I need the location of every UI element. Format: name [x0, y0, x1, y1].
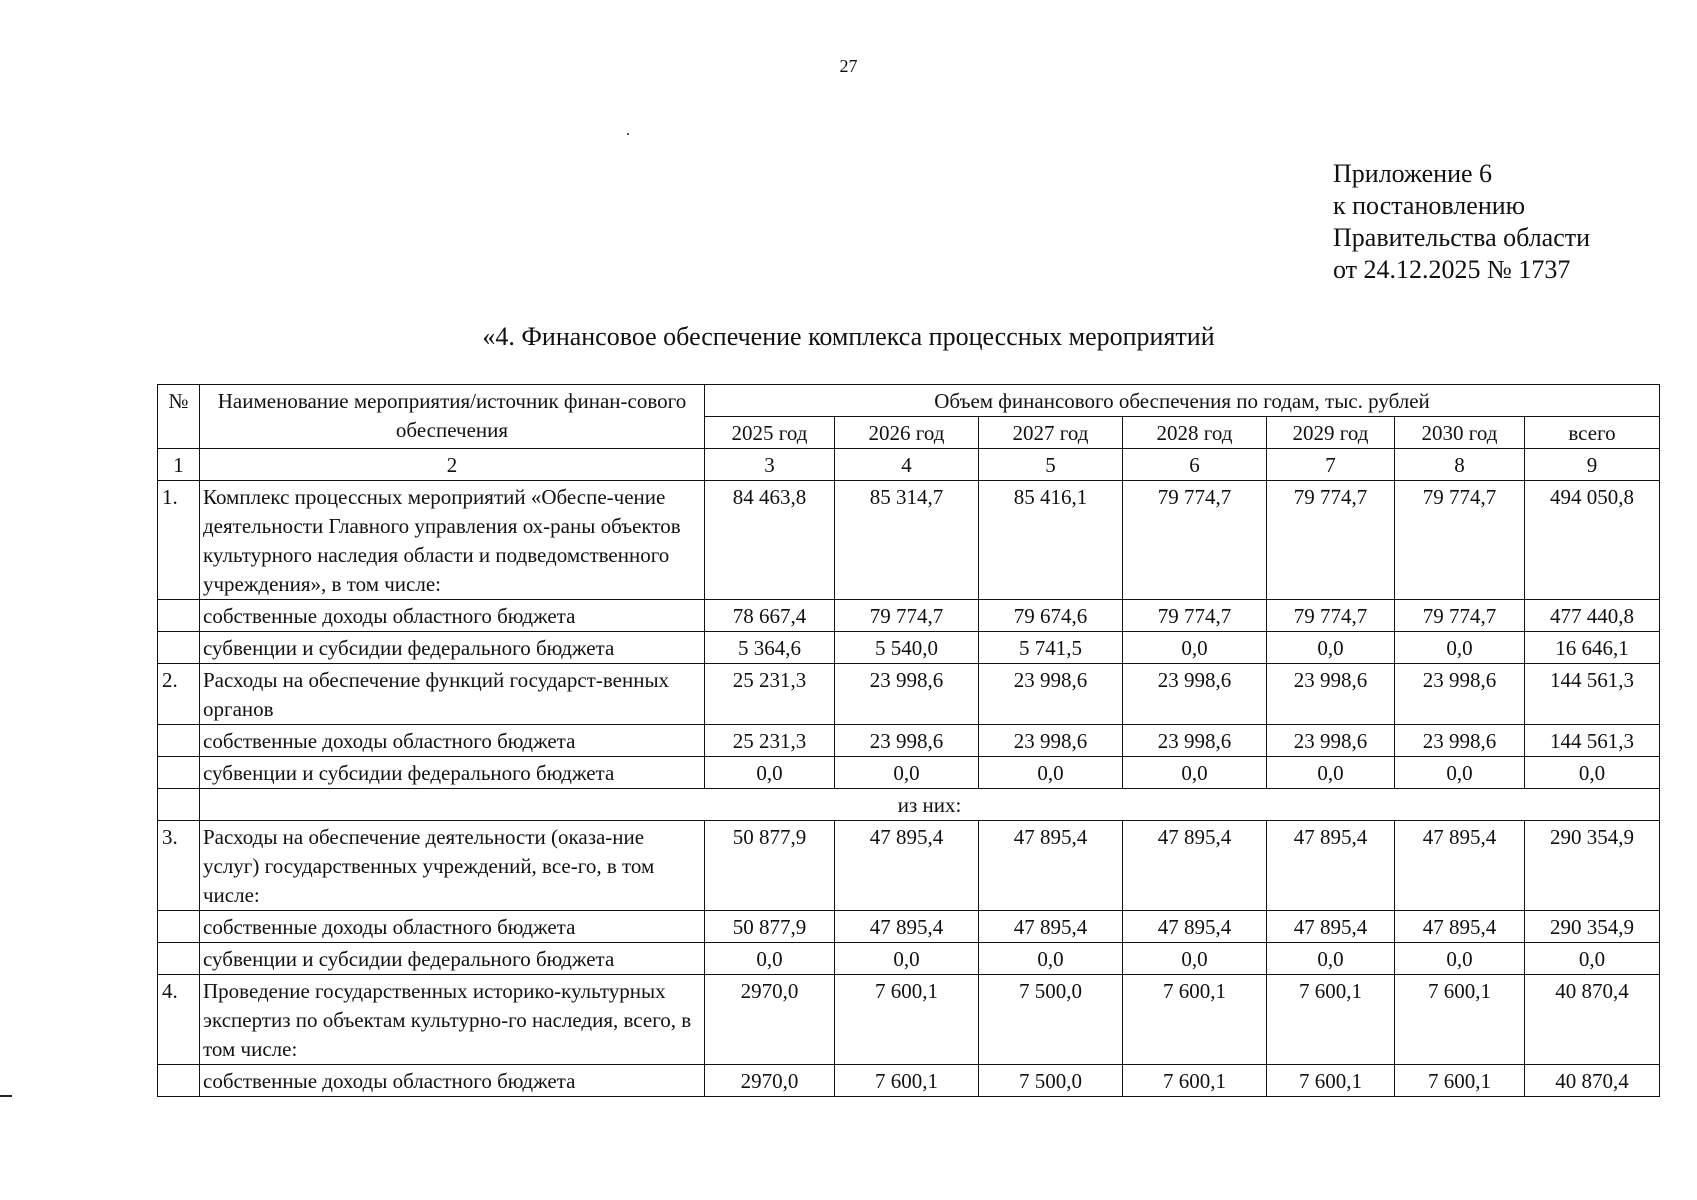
row-year-value: 0,0: [1267, 632, 1395, 664]
column-numbers-row: [158, 449, 1660, 481]
column-number: 9: [1525, 449, 1660, 481]
row-year-value: 23 998,6: [979, 664, 1123, 725]
header-year: 2028 год: [1123, 417, 1267, 449]
row-year-value: 7 500,0: [979, 1065, 1123, 1097]
row-year-value: 85 416,1: [979, 481, 1123, 600]
margin-mark: [0, 1095, 12, 1097]
row-year-value: 23 998,6: [979, 725, 1123, 757]
table-row: [158, 821, 1660, 911]
row-year-value: 23 998,6: [835, 725, 979, 757]
row-name: собственные доходы областного бюджета: [200, 600, 705, 632]
row-year-value: 0,0: [835, 943, 979, 975]
row-name: Комплекс процессных мероприятий «Обеспе-чение деятельности Главного управления ох-раны объектов культурного наследия области и подведомственного учреждения», в том числе:: [200, 481, 705, 600]
row-year-value: 47 895,4: [979, 821, 1123, 911]
row-year-value: 23 998,6: [1267, 725, 1395, 757]
column-number: 7: [1267, 449, 1395, 481]
row-year-value: 2970,0: [705, 1065, 835, 1097]
table-row: [158, 911, 1660, 943]
header-name: Наименование мероприятия/источник финан-сового обеспечения: [200, 385, 705, 449]
row-year-value: 47 895,4: [1123, 911, 1267, 943]
row-year-value: 5 540,0: [835, 632, 979, 664]
row-year-value: 7 600,1: [1395, 975, 1525, 1065]
table-row: [158, 632, 1660, 664]
row-name: субвенции и субсидии федерального бюджета: [200, 757, 705, 789]
row-year-value: 0,0: [1123, 632, 1267, 664]
row-total-value: 494 050,8: [1525, 481, 1660, 600]
row-total-value: 40 870,4: [1525, 1065, 1660, 1097]
appendix-line: Правительства области: [1333, 223, 1591, 252]
column-number: 8: [1395, 449, 1525, 481]
row-number: 3.: [158, 821, 200, 911]
row-name: субвенции и субсидии федерального бюджета: [200, 943, 705, 975]
table-row: [158, 1065, 1660, 1097]
row-year-value: 47 895,4: [1267, 821, 1395, 911]
row-year-value: 50 877,9: [705, 911, 835, 943]
row-total-value: 290 354,9: [1525, 911, 1660, 943]
appendix-line: от 24.12.2025 № 1737: [1333, 255, 1571, 284]
row-year-value: 47 895,4: [1395, 911, 1525, 943]
column-number: 2: [200, 449, 705, 481]
table-row: [158, 757, 1660, 789]
page-number: 27: [839, 56, 858, 76]
header-year: 2029 год: [1267, 417, 1395, 449]
column-number: 6: [1123, 449, 1267, 481]
table-body-main: [158, 481, 1660, 789]
row-year-value: 7 600,1: [1267, 975, 1395, 1065]
row-year-value: 47 895,4: [979, 911, 1123, 943]
row-name: Расходы на обеспечение деятельности (оказа-ние услуг) государственных учреждений, все-го, в том числе:: [200, 821, 705, 911]
row-total-value: 16 646,1: [1525, 632, 1660, 664]
row-number: [158, 757, 200, 789]
row-year-value: 25 231,3: [705, 725, 835, 757]
appendix-line: Приложение 6: [1333, 159, 1493, 188]
row-year-value: 79 774,7: [835, 600, 979, 632]
row-year-value: 7 600,1: [1267, 1065, 1395, 1097]
table-body-sub: [158, 821, 1660, 1097]
row-year-value: 78 667,4: [705, 600, 835, 632]
row-year-value: 2970,0: [705, 975, 835, 1065]
table-row: [158, 943, 1660, 975]
header-year: 2025 год: [705, 417, 835, 449]
row-year-value: 0,0: [979, 943, 1123, 975]
row-name: Расходы на обеспечение функций государст-венных органов: [200, 664, 705, 725]
row-year-value: 0,0: [1123, 943, 1267, 975]
row-total-value: 0,0: [1525, 943, 1660, 975]
row-year-value: 7 500,0: [979, 975, 1123, 1065]
row-year-value: 0,0: [705, 757, 835, 789]
row-total-value: 144 561,3: [1525, 664, 1660, 725]
row-year-value: 85 314,7: [835, 481, 979, 600]
table-row: [158, 975, 1660, 1065]
row-total-value: 290 354,9: [1525, 821, 1660, 911]
row-year-value: 7 600,1: [1123, 975, 1267, 1065]
table-row: [158, 600, 1660, 632]
of-them-row: [158, 789, 1660, 821]
row-year-value: 84 463,8: [705, 481, 835, 600]
row-year-value: 0,0: [1123, 757, 1267, 789]
row-year-value: 47 895,4: [1123, 821, 1267, 911]
row-number: [158, 600, 200, 632]
row-name: собственные доходы областного бюджета: [200, 1065, 705, 1097]
of-them-no-cell: [158, 789, 200, 821]
row-year-value: 47 895,4: [1267, 911, 1395, 943]
row-year-value: 0,0: [1267, 943, 1395, 975]
row-year-value: 23 998,6: [835, 664, 979, 725]
document-title: «4. Финансовое обеспечение комплекса процессных мероприятий: [482, 322, 1215, 351]
row-year-value: 5 741,5: [979, 632, 1123, 664]
row-year-value: 7 600,1: [1123, 1065, 1267, 1097]
row-year-value: 0,0: [705, 943, 835, 975]
row-total-value: 40 870,4: [1525, 975, 1660, 1065]
row-number: [158, 943, 200, 975]
row-year-value: 79 774,7: [1123, 481, 1267, 600]
scan-speck: [627, 133, 629, 135]
row-number: 4.: [158, 975, 200, 1065]
row-name: Проведение государственных историко-культурных экспертиз по объектам культурно-го наследия, всего, в том числе:: [200, 975, 705, 1065]
header-year: 2027 год: [979, 417, 1123, 449]
of-them-label: из них:: [200, 789, 1660, 821]
row-number: 1.: [158, 481, 200, 600]
row-year-value: 23 998,6: [1123, 664, 1267, 725]
header-row: [158, 385, 1660, 417]
appendix-line: к постановлению: [1333, 191, 1526, 220]
row-year-value: 23 998,6: [1395, 725, 1525, 757]
table-row: [158, 481, 1660, 600]
row-year-value: 0,0: [1395, 757, 1525, 789]
row-year-value: 0,0: [835, 757, 979, 789]
row-year-value: 23 998,6: [1123, 725, 1267, 757]
row-year-value: 0,0: [1395, 632, 1525, 664]
table-body-divider: [158, 789, 1660, 821]
row-year-value: 7 600,1: [1395, 1065, 1525, 1097]
column-number: 3: [705, 449, 835, 481]
column-number: 4: [835, 449, 979, 481]
header-volume: Объем финансового обеспечения по годам, тыс. рублей: [705, 385, 1660, 417]
header-total: всего: [1525, 417, 1660, 449]
row-year-value: 79 774,7: [1267, 481, 1395, 600]
table-row: [158, 664, 1660, 725]
row-number: 2.: [158, 664, 200, 725]
row-number: [158, 1065, 200, 1097]
row-number: [158, 632, 200, 664]
row-year-value: 0,0: [1267, 757, 1395, 789]
row-year-value: 7 600,1: [835, 1065, 979, 1097]
row-year-value: 47 895,4: [835, 821, 979, 911]
row-year-value: 0,0: [1395, 943, 1525, 975]
column-number: 5: [979, 449, 1123, 481]
row-name: собственные доходы областного бюджета: [200, 725, 705, 757]
row-year-value: 25 231,3: [705, 664, 835, 725]
row-year-value: 7 600,1: [835, 975, 979, 1065]
row-year-value: 47 895,4: [835, 911, 979, 943]
row-total-value: 477 440,8: [1525, 600, 1660, 632]
row-year-value: 0,0: [979, 757, 1123, 789]
row-year-value: 79 674,6: [979, 600, 1123, 632]
row-year-value: 47 895,4: [1395, 821, 1525, 911]
row-name: собственные доходы областного бюджета: [200, 911, 705, 943]
finance-table: [157, 384, 1660, 1097]
row-number: [158, 725, 200, 757]
row-total-value: 0,0: [1525, 757, 1660, 789]
header-no: №: [158, 385, 200, 449]
row-name: субвенции и субсидии федерального бюджета: [200, 632, 705, 664]
appendix-block: [1333, 158, 1590, 286]
table-row: [158, 725, 1660, 757]
row-year-value: 79 774,7: [1267, 600, 1395, 632]
row-year-value: 50 877,9: [705, 821, 835, 911]
row-year-value: 79 774,7: [1395, 481, 1525, 600]
row-year-value: 23 998,6: [1267, 664, 1395, 725]
row-year-value: 79 774,7: [1123, 600, 1267, 632]
row-year-value: 5 364,6: [705, 632, 835, 664]
row-total-value: 144 561,3: [1525, 725, 1660, 757]
header-year: 2030 год: [1395, 417, 1525, 449]
row-year-value: 79 774,7: [1395, 600, 1525, 632]
row-year-value: 23 998,6: [1395, 664, 1525, 725]
column-number: 1: [158, 449, 200, 481]
row-number: [158, 911, 200, 943]
header-year: 2026 год: [835, 417, 979, 449]
